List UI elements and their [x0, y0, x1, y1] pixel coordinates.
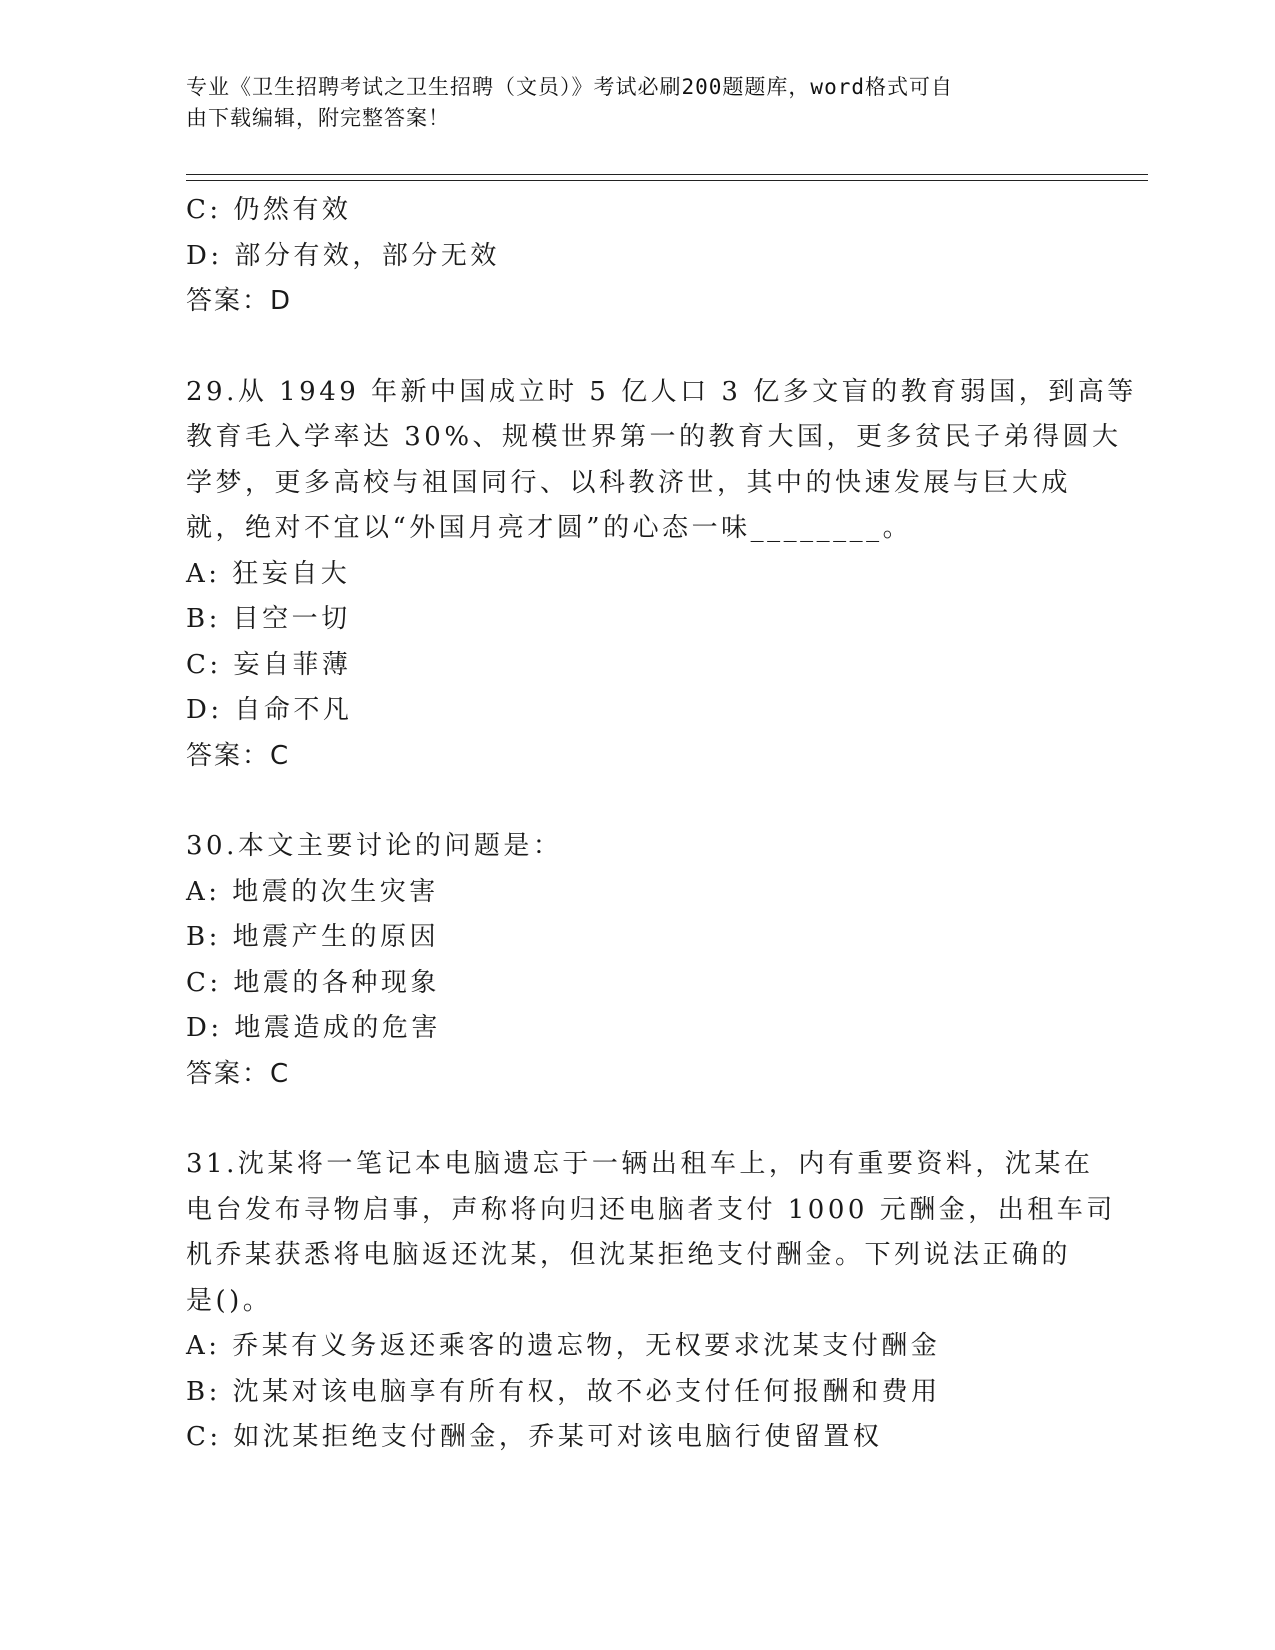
header-divider-bottom	[186, 180, 1148, 181]
option-c: C: 如沈某拒绝支付酬金，乔某可对该电脑行使留置权	[186, 1422, 883, 1452]
option-a: A: 地震的次生灾害	[186, 876, 439, 907]
spacer	[186, 325, 1086, 370]
question-text-line: 学梦，更多高校与祖国同行、以科教济世，其中的快速发展与巨大成	[186, 467, 1072, 498]
option-a: A: 乔某有义务返还乘客的遗忘物，无权要求沈某支付酬金	[186, 1331, 941, 1361]
option-d: D: 部分有效，部分无效	[186, 240, 500, 271]
option-d: D: 自命不凡	[186, 695, 353, 725]
previous-question-tail	[186, 188, 1086, 325]
header-line-1: 专业《卫生招聘考试之卫生招聘（文员）》考试必刷200题题库，word格式可自	[186, 75, 953, 99]
question-text-line: 30.本文主要讨论的问题是：	[186, 831, 563, 861]
question-text-line: 教育毛入学率达 30%、规模世界第一的教育大国，更多贫民子弟得圆大	[186, 422, 1122, 452]
question-30	[186, 824, 1086, 1097]
option-b: B: 沈某对该电脑享有所有权，故不必支付任何报酬和费用	[186, 1376, 941, 1407]
spacer	[186, 1097, 1086, 1142]
header-line-2: 由下载编辑，附完整答案！	[186, 106, 450, 130]
answer: 答案：D	[186, 286, 293, 316]
option-d: D: 地震造成的危害	[186, 1013, 441, 1043]
option-c: C: 妄自菲薄	[186, 649, 352, 680]
header-divider-top	[186, 174, 1148, 175]
question-list	[186, 188, 1137, 1461]
question-31	[186, 1142, 1116, 1461]
question-text-line: 电台发布寻物启事，声称将向归还电脑者支付 1000 元酬金，出租车司	[186, 1194, 1116, 1225]
answer: 答案：C	[186, 1058, 291, 1089]
question-29	[186, 370, 1137, 780]
document-header	[186, 72, 1066, 134]
option-b: B: 目空一切	[186, 604, 351, 634]
question-text-line: 是()。	[186, 1285, 273, 1316]
option-a: A: 狂妄自大	[186, 558, 351, 589]
option-c: C: 地震的各种现象	[186, 967, 440, 998]
question-text-line: 29.从 1949 年新中国成立时 5 亿人口 3 亿多文盲的教育弱国，到高等	[186, 376, 1137, 407]
answer: 答案：C	[186, 740, 291, 771]
option-b: B: 地震产生的原因	[186, 922, 440, 952]
option-c: C: 仍然有效	[186, 195, 352, 225]
question-text-line: 机乔某获悉将电脑返还沈某，但沈某拒绝支付酬金。下列说法正确的	[186, 1240, 1072, 1270]
question-text-line: 就，绝对不宜以“外国月亮才圆”的心态一味________。	[186, 513, 913, 543]
question-text-line: 31.沈某将一笔记本电脑遗忘于一辆出租车上，内有重要资料，沈某在	[186, 1149, 1094, 1179]
spacer	[186, 779, 1086, 824]
